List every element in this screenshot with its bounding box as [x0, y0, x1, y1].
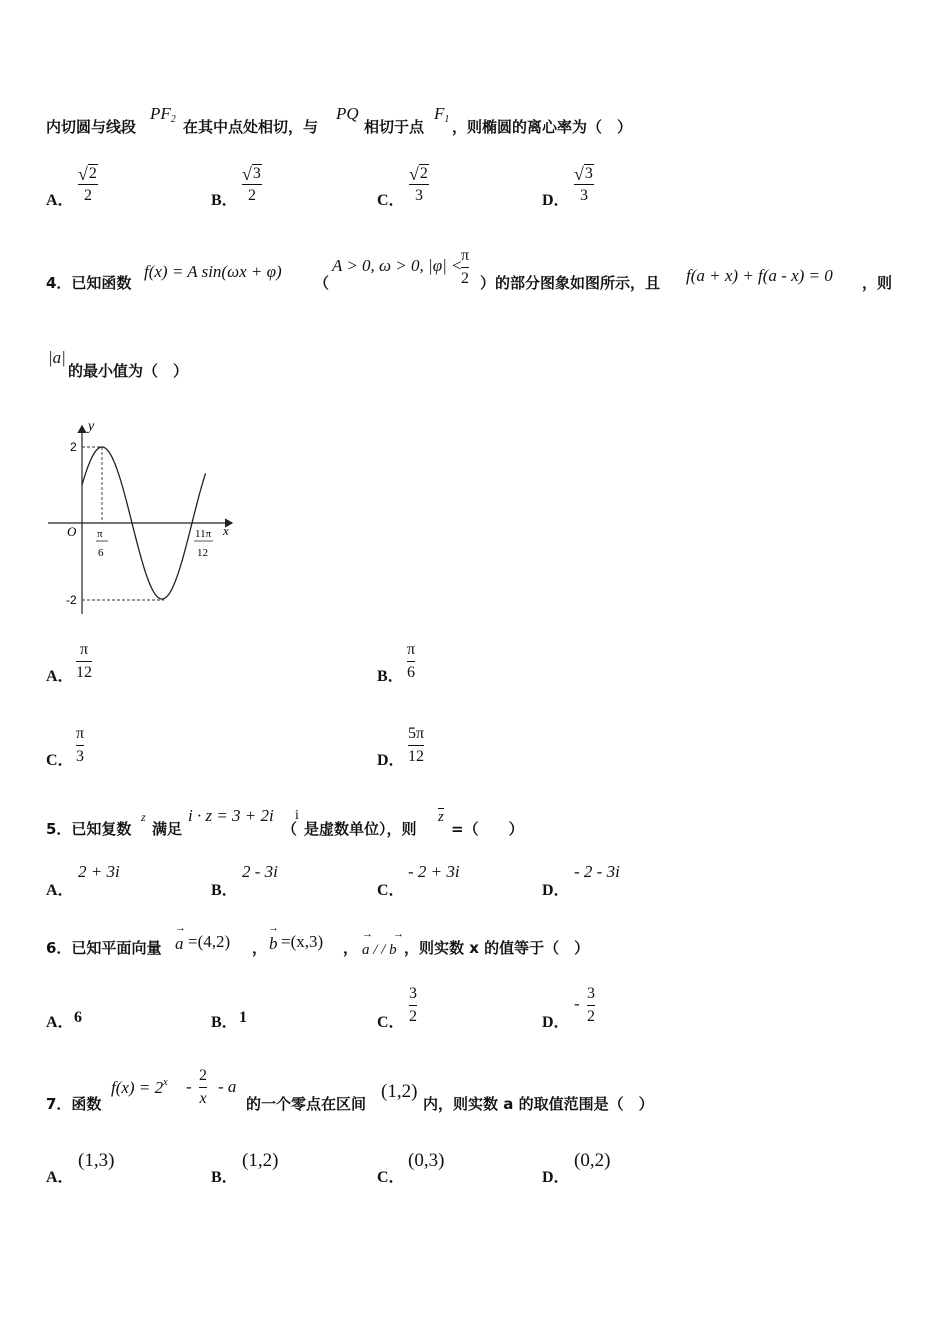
q7-fraction: 2 x: [199, 1067, 207, 1107]
q4-equation: f(a + x) + f(a - x) = 0: [686, 266, 833, 285]
tick2-num: 11π: [195, 528, 212, 540]
q4-option-d-label[interactable]: D．: [377, 752, 405, 769]
q6-vector-b-value: =(x,3): [281, 932, 324, 951]
q7-minus-a: - a: [218, 1077, 237, 1096]
q3-option-a-label[interactable]: A．: [46, 192, 74, 209]
q4-option-a-label[interactable]: A．: [46, 668, 74, 685]
q7-option-d-label[interactable]: D．: [542, 1169, 570, 1186]
q5-z: z: [141, 810, 146, 824]
q6-vector-b: b: [269, 934, 278, 953]
q3-text-2: 在其中点处相切，与: [183, 118, 319, 136]
q3-option-c-value[interactable]: √ 2 3: [409, 164, 428, 204]
q5-option-b-label[interactable]: B．: [211, 882, 238, 899]
q6-option-d-neg[interactable]: -: [574, 994, 580, 1013]
q4-mid: ）的部分图象如图所示，且: [480, 274, 661, 292]
y-min-label: -2: [66, 593, 77, 607]
q6-vector-a-value: =(4,2): [188, 932, 231, 951]
q5-prefix: 5．已知复数: [46, 820, 132, 838]
q7-option-c-value[interactable]: (0,3): [408, 1150, 445, 1171]
q3-text-1: 内切圆与线段: [46, 118, 137, 136]
q7-option-a-label[interactable]: A．: [46, 1169, 74, 1186]
origin-label: O: [67, 524, 77, 539]
q3-text-3: 相切于点: [364, 118, 425, 136]
q4-prefix: 4．已知函数: [46, 274, 132, 292]
q4-option-d-value[interactable]: 5π 12: [408, 725, 425, 765]
q7-tail: 内，则实数 a 的取值范围是（ ）: [423, 1095, 654, 1113]
q5-option-d-label[interactable]: D．: [542, 882, 570, 899]
q4-option-c-label[interactable]: C．: [46, 752, 74, 769]
q3-sym-pf2: $PF_2$: [150, 104, 176, 125]
q4-option-b-label[interactable]: B．: [377, 668, 404, 685]
q7-option-b-label[interactable]: B．: [211, 1169, 238, 1186]
q4-condition-fraction: π 2: [461, 247, 470, 287]
vector-arrow-icon: →→: [362, 928, 424, 940]
tick1-num: π: [97, 528, 103, 540]
q7-option-a-value[interactable]: (1,3): [78, 1150, 115, 1171]
q5-mid1: 满足: [152, 820, 183, 838]
q5-paren: （: [282, 820, 298, 838]
q4-condition: A > 0, ω > 0, |φ| <: [332, 256, 463, 275]
q5-option-b-value[interactable]: 2 - 3i: [242, 862, 278, 881]
q6-option-d-value[interactable]: 3 2: [587, 985, 595, 1025]
q7-option-c-label[interactable]: C．: [377, 1169, 405, 1186]
q7-prefix: 7．函数: [46, 1095, 102, 1113]
q4-option-a-value[interactable]: π 12: [76, 641, 92, 681]
q6-option-a-value[interactable]: 6: [74, 1009, 82, 1026]
q4-paren-open: （: [314, 274, 330, 292]
q7-option-d-value[interactable]: (0,2): [574, 1150, 611, 1171]
q4-option-b-value[interactable]: π 6: [407, 641, 416, 681]
y-max-label: 2: [70, 440, 77, 454]
q3-option-d-label[interactable]: D．: [542, 192, 570, 209]
q5-i: i: [295, 808, 299, 823]
q6-comma2: ，: [343, 939, 359, 957]
q5-tail: =（ ）: [451, 820, 524, 838]
q7-option-b-value[interactable]: (1,2): [242, 1150, 279, 1171]
q6-option-c-label[interactable]: C．: [377, 1014, 405, 1031]
q3-option-b-label[interactable]: B．: [211, 192, 238, 209]
q5-equation: i · z = 3 + 2i: [188, 806, 274, 825]
q5-option-a-value[interactable]: 2 + 3i: [78, 862, 120, 881]
x-axis-label: x: [223, 523, 229, 538]
q7-interval: (1,2): [381, 1081, 418, 1102]
q5-option-d-value[interactable]: - 2 - 3i: [574, 862, 620, 881]
q3-sym-f1: $F_1$: [434, 104, 450, 125]
tick2-den: 12: [197, 547, 208, 559]
q7-function: $f(x) = 2^x$: [111, 1077, 168, 1097]
q6-comma: ，: [252, 939, 268, 957]
q4-option-c-value[interactable]: π 3: [76, 725, 85, 765]
q4-tail: ，则: [862, 274, 893, 292]
vector-arrow-icon: →: [175, 922, 186, 934]
q5-option-a-label[interactable]: A．: [46, 882, 74, 899]
q7-mid: 的一个零点在区间: [246, 1095, 367, 1113]
q3-option-a-value[interactable]: √ 2 2: [78, 164, 97, 204]
q3-sym-pq: PQ: [336, 104, 359, 123]
tick1-den: 6: [98, 547, 104, 559]
q6-option-a-label[interactable]: A．: [46, 1014, 74, 1031]
q6-option-b-label[interactable]: B．: [211, 1014, 238, 1031]
q4-line2: 的最小值为（ ）: [68, 362, 189, 380]
q3-text-4: ，则椭圆的离心率为（ ）: [452, 118, 633, 136]
q4-sine-graph: [40, 414, 250, 620]
q6-option-b-value[interactable]: 1: [239, 1009, 247, 1026]
q5-mid2: 是虚数单位），则: [304, 820, 417, 838]
q6-option-c-value[interactable]: 3 2: [409, 985, 417, 1025]
q3-option-d-value[interactable]: √ 3 3: [574, 164, 593, 204]
y-axis-label: y: [88, 419, 95, 434]
q6-parallel: a / / b: [362, 942, 397, 958]
q7-minus: -: [186, 1077, 192, 1096]
q3-option-c-label[interactable]: C．: [377, 192, 405, 209]
q6-vector-a: a: [175, 934, 184, 953]
q6-option-d-label[interactable]: D．: [542, 1014, 570, 1031]
q3-option-b-value[interactable]: √ 3 2: [242, 164, 261, 204]
q6-tail: ，则实数 x 的值等于（ ）: [404, 939, 590, 957]
q5-z-conjugate: z: [438, 809, 444, 825]
q5-option-c-label[interactable]: C．: [377, 882, 405, 899]
q6-prefix: 6．已知平面向量: [46, 939, 162, 957]
vector-arrow-icon: →: [268, 922, 279, 934]
q4-abs-a: |a|: [48, 348, 66, 367]
q5-option-c-value[interactable]: - 2 + 3i: [408, 862, 460, 881]
q4-function: f(x) = A sin(ωx + φ): [144, 262, 282, 281]
